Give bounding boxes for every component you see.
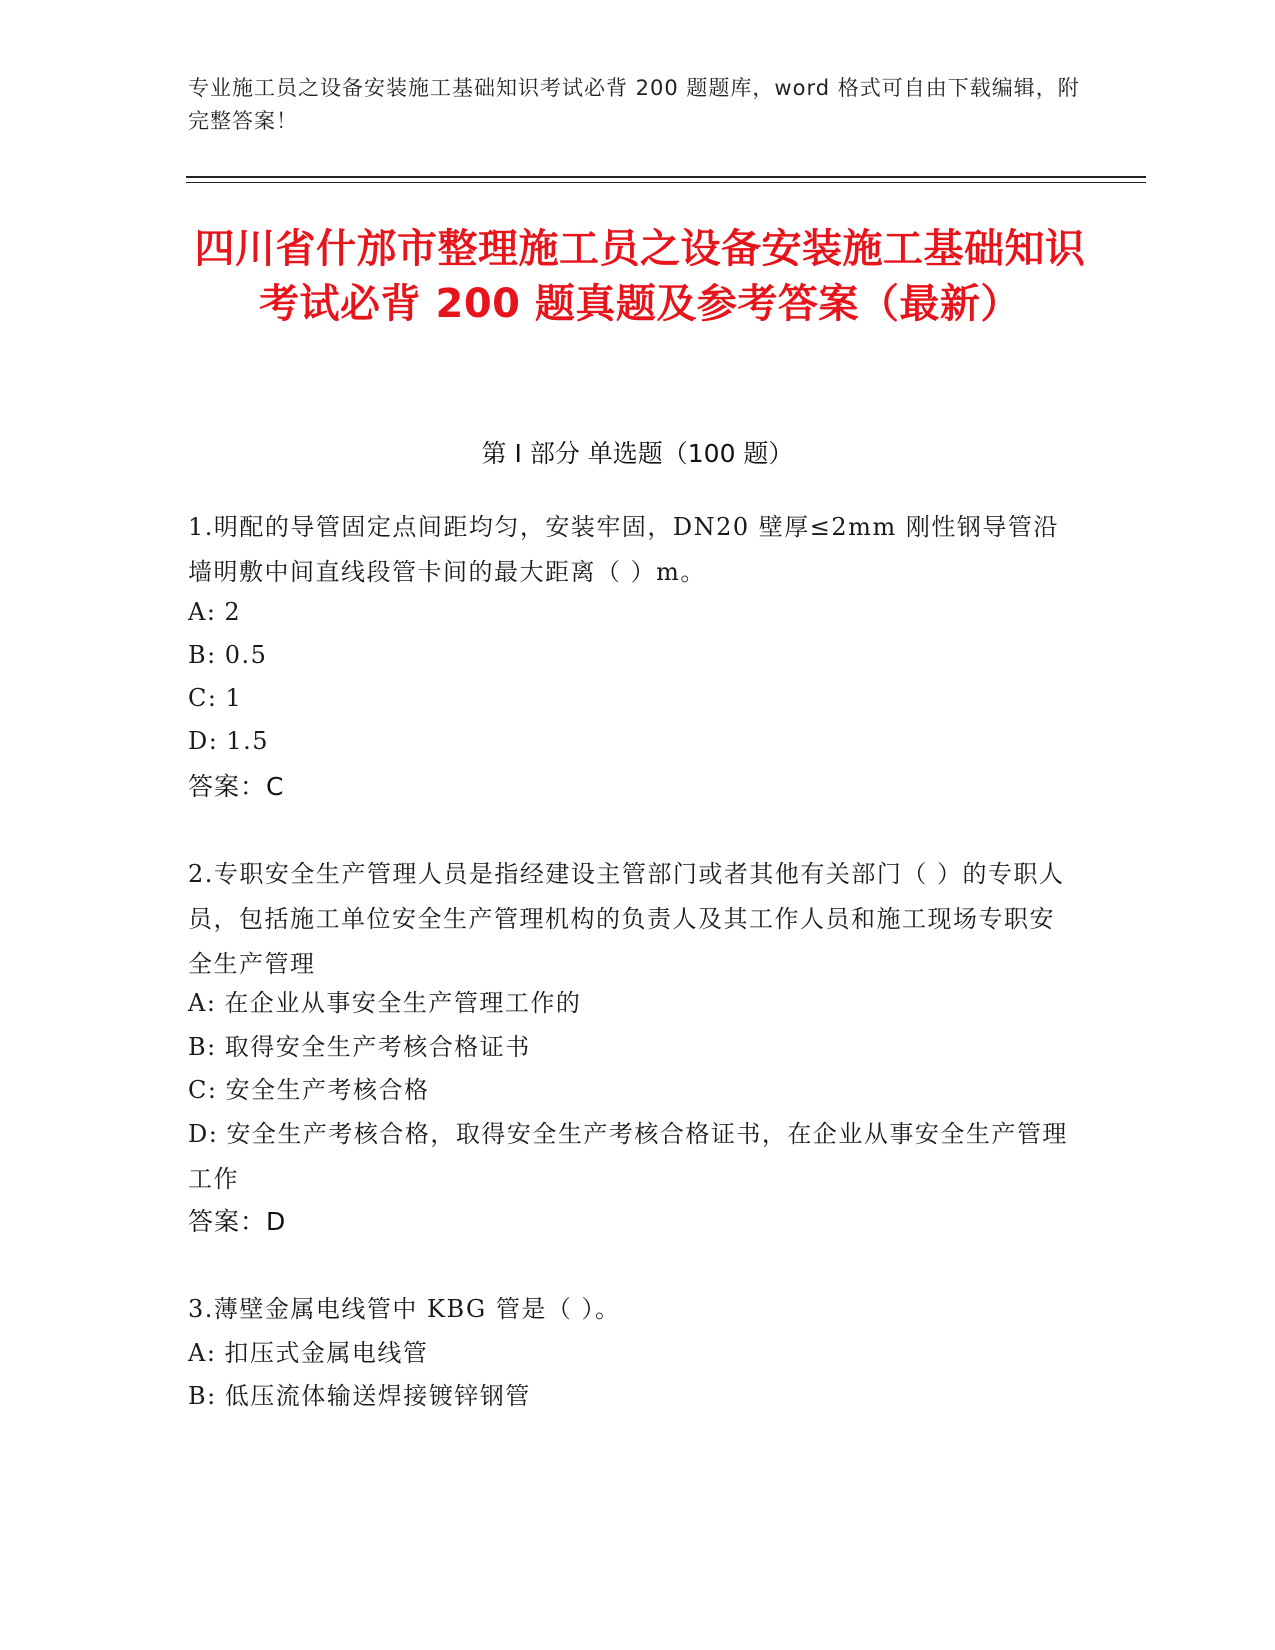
question-3-option-b [188, 1374, 1078, 1419]
option-letter: A: [188, 598, 217, 626]
option-text: 低压流体输送焊接镀锌钢管 [224, 1382, 531, 1410]
option-letter: A: [188, 989, 217, 1017]
option-text: 1 [225, 684, 243, 712]
question-1-option-b [188, 633, 1078, 678]
option-text: 安全生产考核合格 [225, 1076, 430, 1104]
section-title: 第 I 部分 单选题（100 题） [481, 439, 794, 468]
option-letter: B: [188, 1382, 217, 1410]
header-divider-thin [186, 182, 1146, 183]
option-text: 0.5 [224, 641, 268, 669]
question-2-option-b [188, 1025, 1078, 1070]
question-1-option-c [188, 676, 1078, 721]
question-2-option-c [188, 1068, 1078, 1113]
question-2-answer: 答案：D [188, 1207, 287, 1236]
question-1-option-d [188, 719, 1078, 764]
question-1-option-a [188, 590, 1078, 635]
option-letter: C: [188, 1076, 218, 1104]
question-1-text: 1.明配的导管固定点间距均匀，安装牢固，DN20 壁厚≤2mm 刚性钢导管沿墙明敷中间直线段管卡间的最大距离（ ）m。 [188, 513, 1059, 586]
question-2-option-d [188, 1112, 1078, 1202]
option-letter: C: [188, 684, 218, 712]
header-note: 专业施工员之设备安装施工基础知识考试必背 200 题题库，word 格式可自由下载编辑，附完整答案！ [188, 76, 1080, 133]
question-3-option-a [188, 1331, 1078, 1376]
question-2-text: 2.专职安全生产管理人员是指经建设主管部门或者其他有关部门（ ）的专职人员，包括施工单位安全生产管理机构的负责人及其工作人员和施工现场专职安全生产管理 [188, 860, 1065, 978]
question-2-option-a [188, 981, 1078, 1026]
header-divider-thick [186, 176, 1146, 178]
option-text: 扣压式金属电线管 [224, 1339, 429, 1367]
option-letter: B: [188, 641, 217, 669]
option-letter: A: [188, 1339, 217, 1367]
question-1-answer: 答案：C [188, 772, 285, 801]
option-text: 安全生产考核合格，取得安全生产考核合格证书，在企业从事安全生产管理工作 [188, 1120, 1068, 1193]
option-text: 在企业从事安全生产管理工作的 [224, 989, 582, 1017]
option-letter: B: [188, 1033, 217, 1061]
option-text: 1.5 [226, 727, 269, 755]
option-letter: D: [188, 1120, 219, 1148]
question-3-text: 3.薄壁金属电线管中 KBG 管是（ ）。 [188, 1295, 621, 1323]
option-text: 取得安全生产考核合格证书 [224, 1033, 531, 1061]
document-title: 四川省什邡市整理施工员之设备安装施工基础知识考试必背 200 题真题及参考答案（最新） [194, 226, 1086, 327]
option-letter: D: [188, 727, 219, 755]
option-text: 2 [224, 598, 242, 626]
